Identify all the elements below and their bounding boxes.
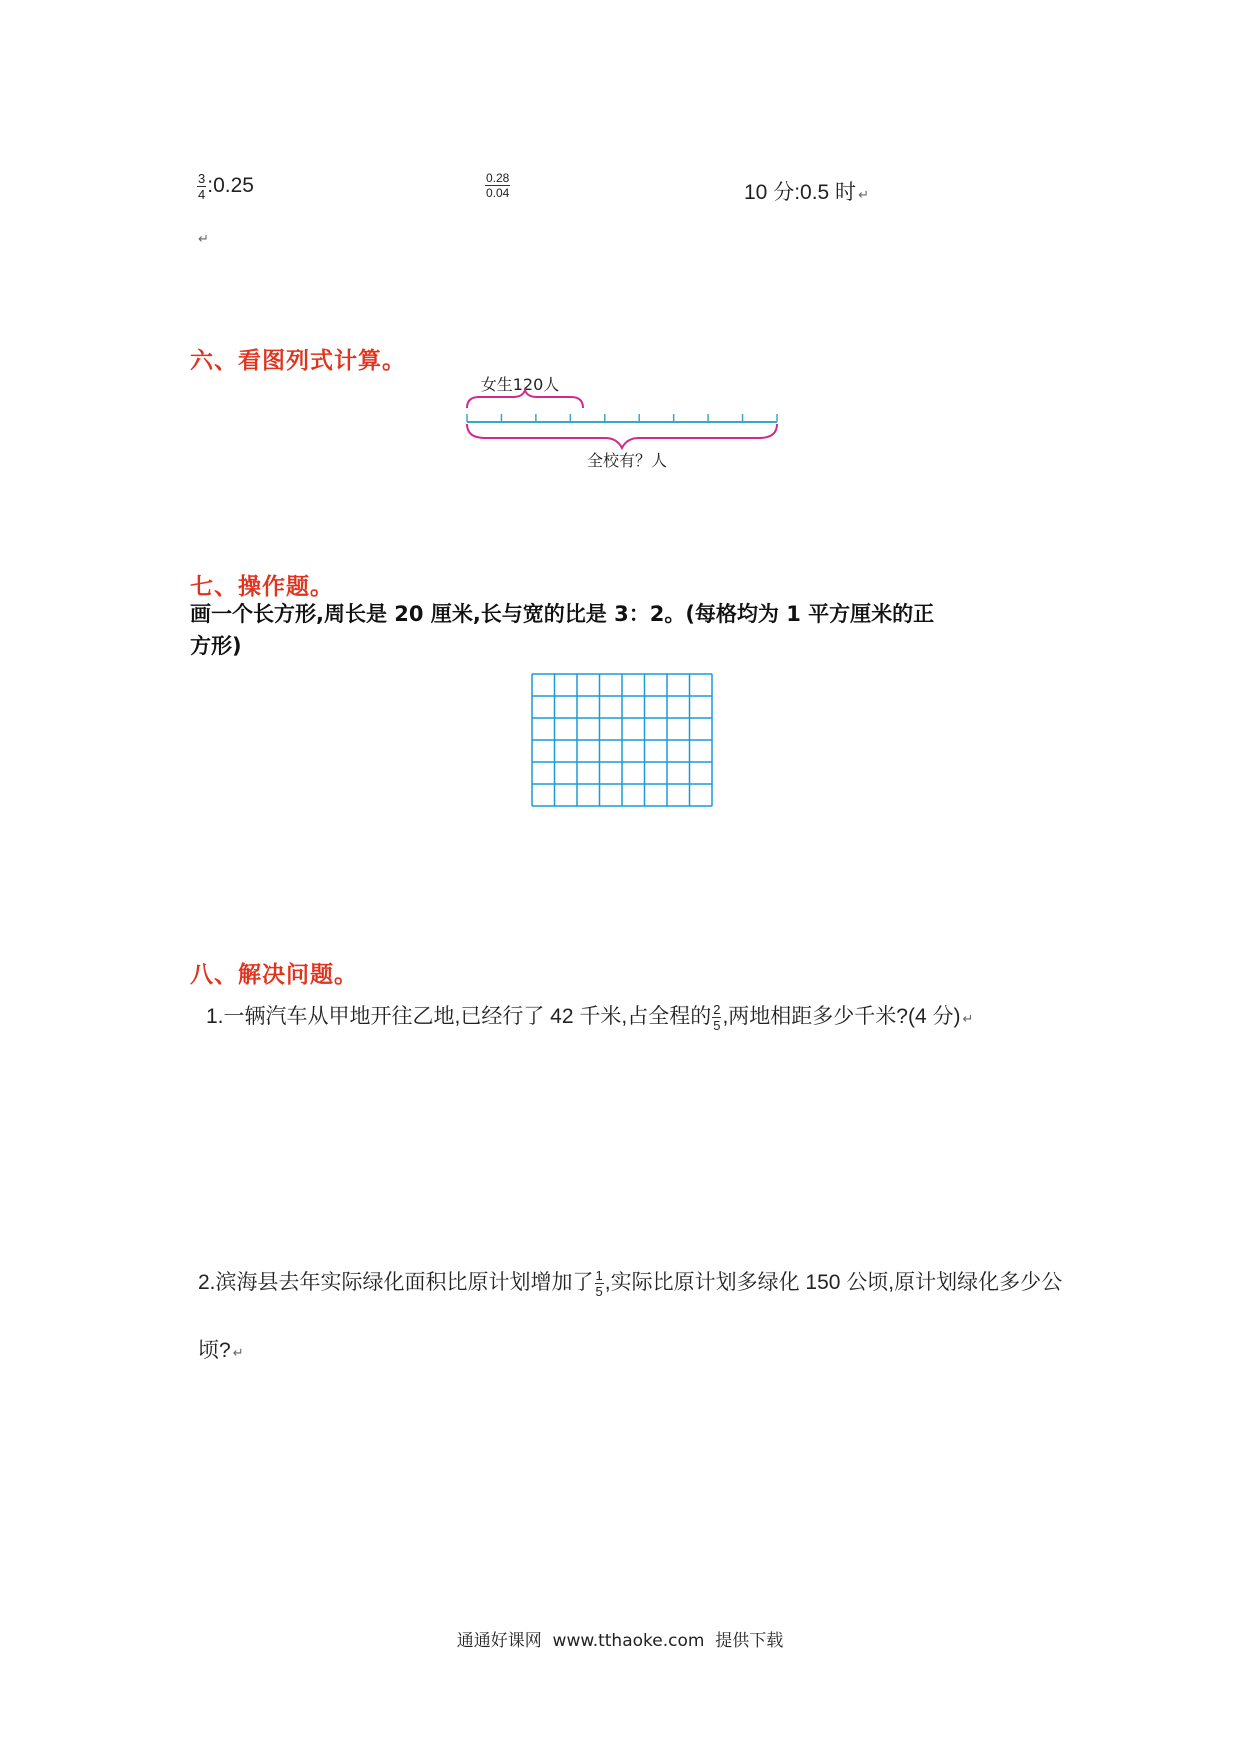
ratio-item-1 [196,172,254,201]
paragraph-mark-icon: ↵ [198,232,209,247]
section-6-heading: 六、看图列式计算。 [190,348,406,374]
ratio-item-2 [484,172,511,199]
section-7-heading: 七、操作题。 [190,574,334,600]
paragraph-mark-icon: ↵ [962,1011,974,1026]
question-1-text-before: 1.一辆汽车从甲地开往乙地,已经行了 42 千米,占全程的 [206,1005,712,1028]
fraction-numerator: 0.28 [486,171,510,185]
girls-label: 女生120人 [480,375,560,394]
fraction-denominator: 5 [713,1017,721,1033]
question-2-line-2 [198,1334,244,1364]
fraction-denominator: 4 [198,187,206,202]
section-8-heading: 八、解决问题。 [190,962,358,988]
question-2-text-after: ,实际比原计划多绿化 150 公顷,原计划绿化多少公 [604,1271,1063,1294]
ratio-text: 10 分:0.5 时 [744,181,857,204]
fraction [485,172,510,199]
question-1-text-after: ,两地相距多少千米?(4 分) [722,1005,961,1028]
total-brace [467,424,777,448]
prompt-line-1: 画一个长方形,周长是 20 厘米,长与宽的比是 3：2。(每格均为 1 平方厘米的正 [190,602,935,626]
segment-ticks [467,414,777,422]
ratio-item-3 [744,176,869,206]
fraction-numerator: 2 [713,1001,721,1017]
page-footer: 通通好课网 www.tthaoke.com 提供下载 [456,1631,784,1651]
question-2-text-line2: 顷? [198,1339,231,1362]
question-2-text-before: 2.滨海县去年实际绿化面积比原计划增加了 [198,1271,594,1294]
question-1 [206,1000,973,1032]
fraction-denominator: 0.04 [486,186,510,200]
paragraph-mark-icon: ↵ [232,1345,244,1360]
fraction [712,1003,721,1032]
section-7-prompt [190,598,1090,662]
segment-diagram [455,370,795,470]
fraction [595,1269,604,1298]
fraction-numerator: 3 [198,171,206,186]
total-label: 全校有？人 [586,451,668,470]
fraction-denominator: 5 [595,1283,603,1299]
square-grid [530,672,714,808]
question-2 [198,1266,1062,1298]
ratio-rest: :0.25 [207,174,254,198]
paragraph-mark-icon: ↵ [858,187,869,202]
fraction [197,172,206,201]
prompt-line-2: 方形) [190,634,242,658]
fraction-numerator: 1 [595,1267,603,1283]
